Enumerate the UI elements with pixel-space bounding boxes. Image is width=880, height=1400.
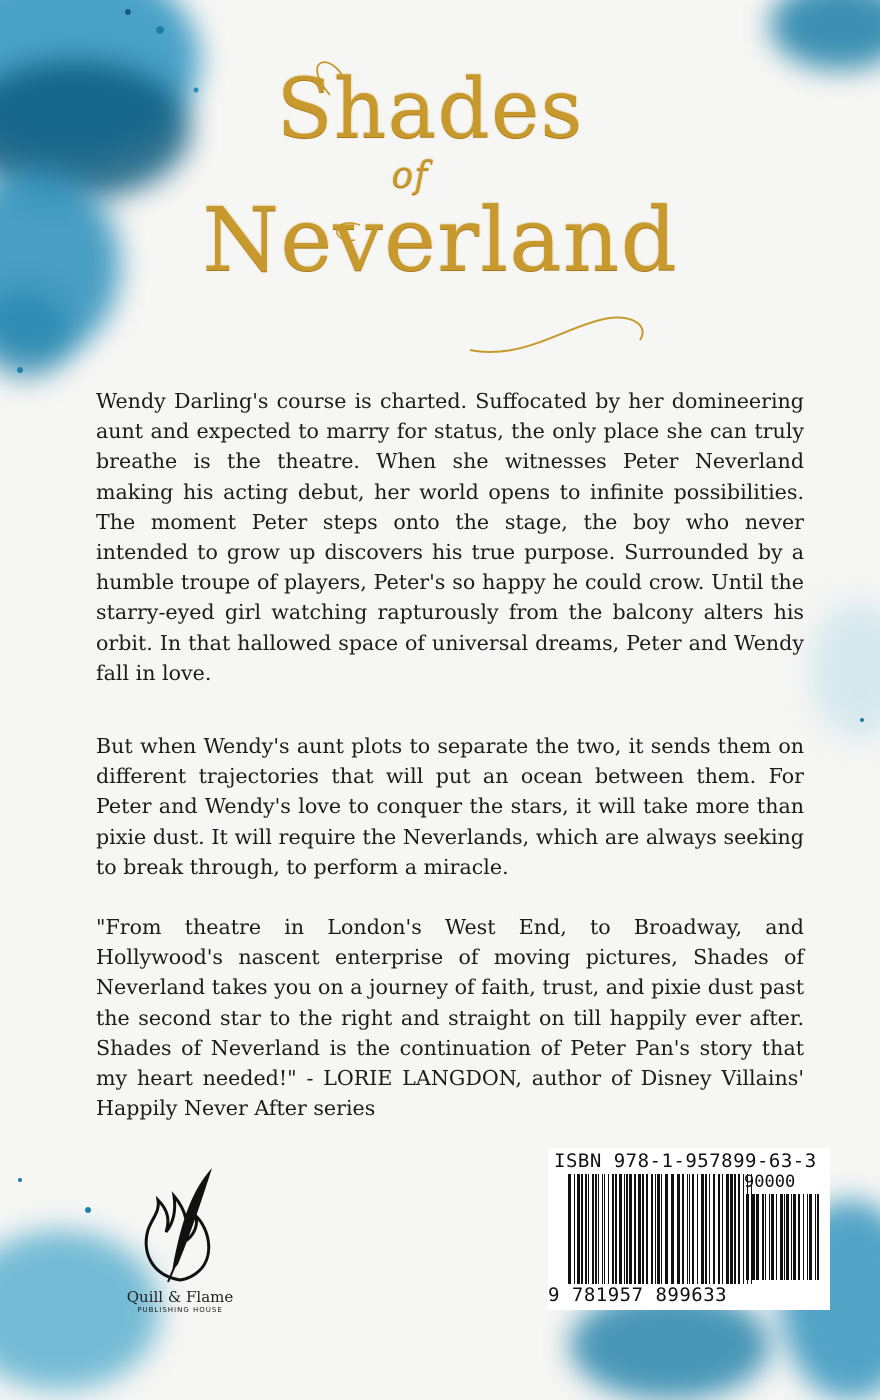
barcode-bar bbox=[638, 1174, 641, 1284]
barcode-bar bbox=[581, 1174, 583, 1284]
barcode-bar bbox=[615, 1174, 617, 1284]
barcode-bar bbox=[592, 1174, 594, 1284]
barcode-bar bbox=[619, 1174, 622, 1284]
barcode-bar bbox=[624, 1174, 625, 1284]
barcode-bar bbox=[595, 1174, 597, 1284]
barcode-bar bbox=[626, 1174, 628, 1284]
barcode-bar bbox=[687, 1174, 688, 1284]
endorsement-quote: "From theatre in London's West End, to Broadway, and Hollywood's nascent enterprise of moving pictures, Shades of Neverland takes you on a journey of faith, trust, and pixie dust past the second star to the right and straight on till happily ever after. Shades of Neverland is the continuation of Peter Pan's story that my heart needed!" - LORIE LANGDON, author of Disney Villains' Happily Never After series bbox=[96, 915, 804, 1121]
title-flourish-icon bbox=[0, 0, 880, 380]
barcode-bar bbox=[734, 1174, 736, 1284]
barcode-bar bbox=[807, 1194, 808, 1280]
barcode-bar bbox=[588, 1174, 589, 1284]
ean-number: 9 781957 899633 bbox=[548, 1284, 728, 1306]
barcode-bar bbox=[762, 1194, 764, 1280]
barcode-bar bbox=[815, 1194, 816, 1280]
barcode-bar bbox=[612, 1174, 614, 1284]
barcode-bar bbox=[809, 1194, 812, 1280]
blurb-paragraph-1: Wendy Darling's course is charted. Suffocated by her domineering aunt and expected to marry for status, the only place she can truly breathe is the theatre. When she witnesses Peter Neverland making his acting debut, her world opens to infinite possibilities. The moment Peter steps onto the stage, the boy who never intended to grow up discovers his true purpose. Surrounded by a humble troupe of players, Peter's so happy he could crow. Until the starry-eyed girl watching rapturously from the balcony alters his orbit. In that hallowed space of universal dreams, Peter and Wendy fall in love. bbox=[96, 389, 804, 685]
publisher-logo bbox=[120, 1160, 240, 1330]
barcode-bar bbox=[646, 1174, 648, 1284]
isbn-number: ISBN 978-1-957899-63-3 bbox=[554, 1150, 817, 1172]
barcode-bar bbox=[682, 1174, 684, 1284]
barcode-bar bbox=[798, 1194, 800, 1280]
barcode-bar bbox=[817, 1194, 819, 1280]
barcode-bar bbox=[634, 1174, 636, 1284]
barcode-bar bbox=[726, 1174, 729, 1284]
barcode-bar bbox=[713, 1174, 715, 1284]
barcode-bar bbox=[689, 1174, 690, 1284]
barcode-bar bbox=[701, 1174, 704, 1284]
publisher-name: Quill & Flame bbox=[126, 1288, 234, 1306]
barcode-bar bbox=[671, 1174, 674, 1284]
barcode-bar bbox=[697, 1174, 698, 1284]
barcode-bar bbox=[803, 1194, 804, 1280]
title-line-shades: Shades bbox=[276, 62, 584, 157]
barcode-bar bbox=[655, 1174, 656, 1284]
barcode-bar bbox=[793, 1194, 796, 1280]
barcode-bar bbox=[746, 1194, 749, 1280]
barcode-bar bbox=[665, 1174, 668, 1284]
barcode-bar bbox=[738, 1174, 740, 1284]
title-line-neverland: Neverland bbox=[202, 188, 678, 291]
barcode-bar bbox=[602, 1174, 603, 1284]
barcode-bar bbox=[709, 1174, 710, 1284]
barcode-bar bbox=[598, 1174, 599, 1284]
barcode-bar bbox=[722, 1174, 723, 1284]
barcode-bar bbox=[756, 1194, 759, 1280]
barcode-bar bbox=[585, 1174, 587, 1284]
barcode-bar bbox=[771, 1194, 774, 1280]
barcode-bar bbox=[705, 1174, 707, 1284]
barcode-bar bbox=[657, 1174, 660, 1284]
publisher-subtitle: PUBLISHING HOUSE bbox=[137, 1306, 223, 1314]
barcode-bar bbox=[730, 1174, 733, 1284]
quill-flame-icon bbox=[130, 1160, 230, 1288]
barcode-bar bbox=[577, 1174, 580, 1284]
isbn-barcode bbox=[548, 1148, 830, 1310]
addon-barcode-bars bbox=[746, 1194, 824, 1280]
barcode-bar bbox=[765, 1194, 766, 1280]
barcode-bar bbox=[608, 1174, 609, 1284]
barcode-bar bbox=[784, 1194, 785, 1280]
barcode-bar bbox=[574, 1174, 575, 1284]
barcode-bar bbox=[568, 1174, 571, 1284]
price-code: 90000 bbox=[744, 1172, 796, 1192]
barcode-bar bbox=[692, 1174, 694, 1284]
barcode-bar bbox=[677, 1174, 680, 1284]
barcode-bar bbox=[604, 1174, 605, 1284]
ean-barcode-bars bbox=[568, 1174, 758, 1284]
blurb-paragraph-2: But when Wendy's aunt plots to separate the two, it sends them on different trajectories that will put an ocean between them. For Peter and Wendy's love to conquer the stars, it will take more than pixie dust. It will require the Neverlands, which are always seeking to break through, to perform a miracle. bbox=[96, 734, 804, 879]
barcode-bar bbox=[629, 1174, 632, 1284]
barcode-bar bbox=[776, 1194, 777, 1280]
title-line-of: of bbox=[391, 155, 429, 196]
barcode-bar bbox=[780, 1194, 783, 1280]
barcode-bar bbox=[769, 1194, 770, 1280]
barcode-bar bbox=[642, 1174, 644, 1284]
barcode-bar bbox=[752, 1194, 755, 1280]
barcode-bar bbox=[786, 1194, 789, 1280]
barcode-bar bbox=[651, 1174, 653, 1284]
barcode-bar bbox=[791, 1194, 792, 1280]
barcode-bar bbox=[718, 1174, 720, 1284]
barcode-bar bbox=[661, 1174, 662, 1284]
